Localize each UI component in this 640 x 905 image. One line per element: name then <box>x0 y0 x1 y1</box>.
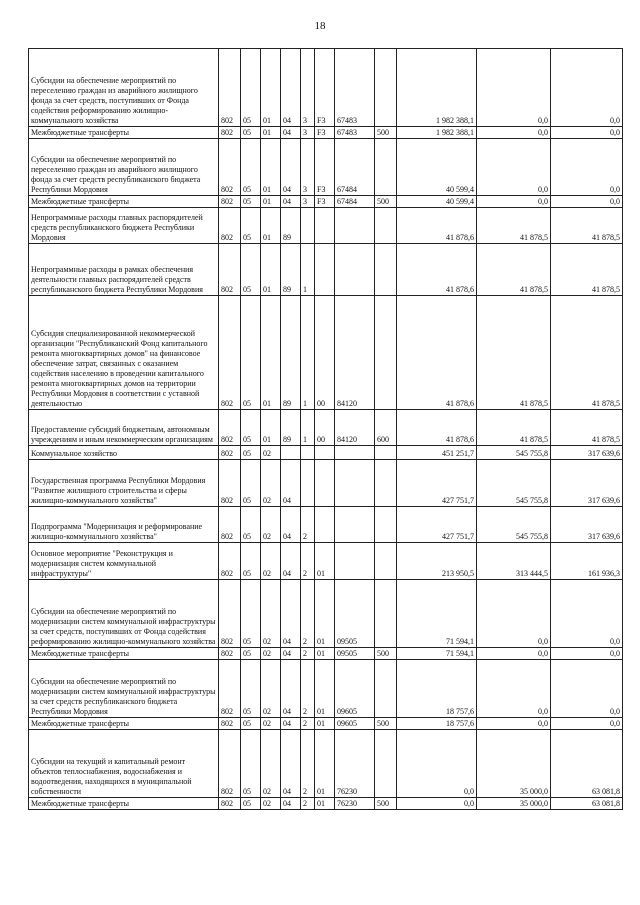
row-name-cell: Субсидии на текущий и капитальный ремонт объектов теплоснабжения, водоснабжения и водоотведения, находящихся в муниципальной собственности <box>29 730 219 798</box>
amount-year3-cell: 0,0 <box>551 660 623 718</box>
subsection-code-cell: 01 <box>261 196 281 208</box>
event-code-cell <box>315 446 335 460</box>
amount-year3-cell: 0,0 <box>551 139 623 196</box>
subsection-code-cell: 02 <box>261 543 281 580</box>
amount-year3-cell: 0,0 <box>551 127 623 139</box>
amount-year1-cell: 41 878,6 <box>397 208 477 244</box>
program-code-cell: 89 <box>281 244 301 296</box>
subsection-code-cell: 02 <box>261 446 281 460</box>
amount-year1-cell: 0,0 <box>397 730 477 798</box>
event-code-cell: F3 <box>315 139 335 196</box>
amount-year2-cell: 0,0 <box>477 127 551 139</box>
table-row <box>29 648 623 660</box>
subprogram-code-cell: 3 <box>301 127 315 139</box>
amount-year2-cell: 0,0 <box>477 718 551 730</box>
subprogram-code-cell: 3 <box>301 196 315 208</box>
event-code-cell: 01 <box>315 580 335 648</box>
section-code-cell: 05 <box>241 660 261 718</box>
amount-year3-cell: 63 081,8 <box>551 798 623 810</box>
subsection-code-cell: 02 <box>261 580 281 648</box>
amount-year2-cell: 41 878,5 <box>477 410 551 446</box>
program-code-cell: 04 <box>281 507 301 543</box>
section-code-cell: 05 <box>241 460 261 507</box>
expense-type-cell <box>375 543 397 580</box>
subprogram-code-cell: 2 <box>301 730 315 798</box>
amount-year3-cell: 161 936,3 <box>551 543 623 580</box>
row-name-cell: Межбюджетные трансферты <box>29 718 219 730</box>
event-code-cell: 01 <box>315 730 335 798</box>
row-name-cell: Предоставление субсидий бюджетным, автономным учреждениям и иным некоммерческим организациям <box>29 410 219 446</box>
ved-code-cell: 802 <box>219 208 241 244</box>
amount-year3-cell: 41 878,5 <box>551 410 623 446</box>
ved-code-cell: 802 <box>219 543 241 580</box>
subsection-code-cell: 01 <box>261 127 281 139</box>
subsection-code-cell: 01 <box>261 410 281 446</box>
amount-year1-cell: 451 251,7 <box>397 446 477 460</box>
page-number: 18 <box>314 20 326 32</box>
subprogram-code-cell: 2 <box>301 580 315 648</box>
amount-year1-cell: 71 594,1 <box>397 648 477 660</box>
expense-type-cell: 600 <box>375 410 397 446</box>
amount-year1-cell: 41 878,6 <box>397 296 477 410</box>
expense-type-cell: 500 <box>375 718 397 730</box>
direction-code-cell: 67484 <box>335 196 375 208</box>
subprogram-code-cell: 2 <box>301 648 315 660</box>
amount-year3-cell: 317 639,6 <box>551 507 623 543</box>
ved-code-cell: 802 <box>219 446 241 460</box>
row-name-cell: Межбюджетные трансферты <box>29 127 219 139</box>
amount-year2-cell: 545 755,8 <box>477 507 551 543</box>
expense-type-cell <box>375 139 397 196</box>
program-code-cell: 04 <box>281 580 301 648</box>
amount-year3-cell: 0,0 <box>551 718 623 730</box>
table-row <box>29 127 623 139</box>
subsection-code-cell: 02 <box>261 798 281 810</box>
table-row <box>29 196 623 208</box>
row-name-cell: Субсидии на обеспечение мероприятий по переселению граждан из аварийного жилищного фонда за счет средств, поступивших от Фонда содействия реформированию жилищно-коммунального хозяйства <box>29 49 219 127</box>
event-code-cell: 01 <box>315 718 335 730</box>
table-row <box>29 139 623 196</box>
program-code-cell <box>281 446 301 460</box>
direction-code-cell <box>335 543 375 580</box>
section-code-cell: 05 <box>241 127 261 139</box>
event-code-cell: 01 <box>315 660 335 718</box>
ved-code-cell: 802 <box>219 139 241 196</box>
program-code-cell: 04 <box>281 543 301 580</box>
subsection-code-cell: 02 <box>261 660 281 718</box>
amount-year3-cell: 317 639,6 <box>551 460 623 507</box>
subprogram-code-cell: 3 <box>301 49 315 127</box>
amount-year2-cell: 41 878,5 <box>477 208 551 244</box>
section-code-cell: 05 <box>241 718 261 730</box>
table-row <box>29 244 623 296</box>
ved-code-cell: 802 <box>219 730 241 798</box>
ved-code-cell: 802 <box>219 798 241 810</box>
subsection-code-cell: 01 <box>261 296 281 410</box>
expense-type-cell <box>375 296 397 410</box>
ved-code-cell: 802 <box>219 127 241 139</box>
amount-year2-cell: 35 000,0 <box>477 730 551 798</box>
expense-type-cell <box>375 660 397 718</box>
amount-year1-cell: 213 950,5 <box>397 543 477 580</box>
amount-year2-cell: 0,0 <box>477 580 551 648</box>
subprogram-code-cell: 1 <box>301 410 315 446</box>
amount-year2-cell: 0,0 <box>477 49 551 127</box>
amount-year3-cell: 41 878,5 <box>551 244 623 296</box>
expense-type-cell <box>375 730 397 798</box>
section-code-cell: 05 <box>241 244 261 296</box>
event-code-cell <box>315 244 335 296</box>
ved-code-cell: 802 <box>219 410 241 446</box>
subsection-code-cell: 02 <box>261 460 281 507</box>
expense-type-cell: 500 <box>375 798 397 810</box>
section-code-cell: 05 <box>241 507 261 543</box>
section-code-cell: 05 <box>241 296 261 410</box>
ved-code-cell: 802 <box>219 244 241 296</box>
amount-year3-cell: 41 878,5 <box>551 208 623 244</box>
subprogram-code-cell <box>301 460 315 507</box>
subsection-code-cell: 01 <box>261 208 281 244</box>
program-code-cell: 04 <box>281 660 301 718</box>
program-code-cell: 04 <box>281 49 301 127</box>
event-code-cell <box>315 208 335 244</box>
expense-type-cell <box>375 580 397 648</box>
program-code-cell: 04 <box>281 460 301 507</box>
subprogram-code-cell <box>301 208 315 244</box>
ved-code-cell: 802 <box>219 580 241 648</box>
subprogram-code-cell: 2 <box>301 660 315 718</box>
amount-year1-cell: 40 599,4 <box>397 139 477 196</box>
table-row <box>29 580 623 648</box>
subprogram-code-cell: 2 <box>301 543 315 580</box>
section-code-cell: 05 <box>241 208 261 244</box>
direction-code-cell: 09505 <box>335 648 375 660</box>
amount-year2-cell: 545 755,8 <box>477 446 551 460</box>
table-body <box>29 49 623 810</box>
amount-year2-cell: 35 000,0 <box>477 798 551 810</box>
direction-code-cell: 84120 <box>335 410 375 446</box>
table-row <box>29 660 623 718</box>
direction-code-cell <box>335 208 375 244</box>
table-row <box>29 446 623 460</box>
direction-code-cell: 84120 <box>335 296 375 410</box>
section-code-cell: 05 <box>241 446 261 460</box>
program-code-cell: 04 <box>281 648 301 660</box>
event-code-cell: 01 <box>315 798 335 810</box>
amount-year1-cell: 18 757,6 <box>397 660 477 718</box>
subprogram-code-cell: 2 <box>301 798 315 810</box>
direction-code-cell <box>335 244 375 296</box>
subprogram-code-cell <box>301 446 315 460</box>
section-code-cell: 05 <box>241 798 261 810</box>
amount-year1-cell: 71 594,1 <box>397 580 477 648</box>
amount-year3-cell: 0,0 <box>551 580 623 648</box>
event-code-cell: 01 <box>315 543 335 580</box>
section-code-cell: 05 <box>241 730 261 798</box>
table-row <box>29 460 623 507</box>
table-row <box>29 507 623 543</box>
direction-code-cell: 67483 <box>335 127 375 139</box>
row-name-cell: Подпрограмма "Модернизация и реформирование жилищно-коммунального хозяйства" <box>29 507 219 543</box>
amount-year2-cell: 0,0 <box>477 139 551 196</box>
expense-type-cell <box>375 244 397 296</box>
program-code-cell: 04 <box>281 127 301 139</box>
amount-year2-cell: 545 755,8 <box>477 460 551 507</box>
direction-code-cell <box>335 446 375 460</box>
row-name-cell: Субсидия специализированной некоммерческой организации "Республиканский Фонд капитального ремонта многоквартирных домов" на финансовое обеспечение затрат, связанных с оказанием содействия населению в проведении капитального ремонта многоквартирных домов на территории Республики Мордовия в соответствии с уставной деятельностью <box>29 296 219 410</box>
direction-code-cell: 09605 <box>335 660 375 718</box>
amount-year2-cell: 313 444,5 <box>477 543 551 580</box>
program-code-cell: 04 <box>281 196 301 208</box>
expense-type-cell: 500 <box>375 648 397 660</box>
subprogram-code-cell: 1 <box>301 296 315 410</box>
table-row <box>29 543 623 580</box>
subprogram-code-cell: 2 <box>301 507 315 543</box>
ved-code-cell: 802 <box>219 507 241 543</box>
amount-year1-cell: 1 982 388,1 <box>397 127 477 139</box>
subprogram-code-cell: 1 <box>301 244 315 296</box>
direction-code-cell: 67484 <box>335 139 375 196</box>
subsection-code-cell: 02 <box>261 648 281 660</box>
direction-code-cell: 67483 <box>335 49 375 127</box>
ved-code-cell: 802 <box>219 196 241 208</box>
program-code-cell: 89 <box>281 208 301 244</box>
section-code-cell: 05 <box>241 196 261 208</box>
section-code-cell: 05 <box>241 410 261 446</box>
expense-type-cell <box>375 507 397 543</box>
table-row <box>29 798 623 810</box>
section-code-cell: 05 <box>241 139 261 196</box>
ved-code-cell: 802 <box>219 460 241 507</box>
amount-year1-cell: 427 751,7 <box>397 507 477 543</box>
amount-year2-cell: 0,0 <box>477 660 551 718</box>
amount-year2-cell: 41 878,5 <box>477 296 551 410</box>
amount-year1-cell: 0,0 <box>397 798 477 810</box>
expense-type-cell: 500 <box>375 196 397 208</box>
event-code-cell: F3 <box>315 196 335 208</box>
amount-year1-cell: 1 982 388,1 <box>397 49 477 127</box>
row-name-cell: Непрограммные расходы главных распорядителей средств республиканского бюджета Республики Мордовия <box>29 208 219 244</box>
amount-year1-cell: 40 599,4 <box>397 196 477 208</box>
section-code-cell: 05 <box>241 543 261 580</box>
program-code-cell: 04 <box>281 730 301 798</box>
section-code-cell: 05 <box>241 580 261 648</box>
direction-code-cell: 76230 <box>335 730 375 798</box>
amount-year1-cell: 41 878,6 <box>397 410 477 446</box>
expense-type-cell <box>375 208 397 244</box>
amount-year3-cell: 317 639,6 <box>551 446 623 460</box>
row-name-cell: Субсидии на обеспечение мероприятий по переселению граждан из аварийного жилищного фонда за счет средств республиканского бюджета Республики Мордовия <box>29 139 219 196</box>
row-name-cell: Межбюджетные трансферты <box>29 798 219 810</box>
amount-year2-cell: 0,0 <box>477 196 551 208</box>
amount-year1-cell: 18 757,6 <box>397 718 477 730</box>
row-name-cell: Межбюджетные трансферты <box>29 648 219 660</box>
event-code-cell: F3 <box>315 49 335 127</box>
table-row <box>29 410 623 446</box>
table-row <box>29 730 623 798</box>
table-row <box>29 296 623 410</box>
subprogram-code-cell: 3 <box>301 139 315 196</box>
ved-code-cell: 802 <box>219 648 241 660</box>
amount-year3-cell: 63 081,8 <box>551 730 623 798</box>
ved-code-cell: 802 <box>219 660 241 718</box>
row-name-cell: Субсидии на обеспечение мероприятий по модернизации систем коммунальной инфраструктуры за счет средств, поступивших от Фонда содействия реформированию жилищно-коммунального хозяйства <box>29 580 219 648</box>
direction-code-cell <box>335 460 375 507</box>
direction-code-cell: 76230 <box>335 798 375 810</box>
row-name-cell: Субсидии на обеспечение мероприятий по модернизации систем коммунальной инфраструктуры за счет средств республиканского бюджета Республики Мордовия <box>29 660 219 718</box>
section-code-cell: 05 <box>241 648 261 660</box>
row-name-cell: Межбюджетные трансферты <box>29 196 219 208</box>
amount-year3-cell: 0,0 <box>551 196 623 208</box>
event-code-cell <box>315 460 335 507</box>
ved-code-cell: 802 <box>219 296 241 410</box>
ved-code-cell: 802 <box>219 718 241 730</box>
expense-type-cell: 500 <box>375 127 397 139</box>
section-code-cell: 05 <box>241 49 261 127</box>
amount-year3-cell: 0,0 <box>551 648 623 660</box>
row-name-cell: Государственная программа Республики Мордовия "Развитие жилищного строительства и сферы жилищно-коммунального хозяйства" <box>29 460 219 507</box>
table-row <box>29 718 623 730</box>
amount-year3-cell: 0,0 <box>551 49 623 127</box>
amount-year1-cell: 41 878,6 <box>397 244 477 296</box>
amount-year3-cell: 41 878,5 <box>551 296 623 410</box>
direction-code-cell <box>335 507 375 543</box>
subsection-code-cell: 01 <box>261 139 281 196</box>
program-code-cell: 04 <box>281 139 301 196</box>
event-code-cell <box>315 507 335 543</box>
subprogram-code-cell: 2 <box>301 718 315 730</box>
program-code-cell: 04 <box>281 798 301 810</box>
direction-code-cell: 09605 <box>335 718 375 730</box>
subsection-code-cell: 01 <box>261 244 281 296</box>
row-name-cell: Основное мероприятие "Реконструкция и модернизация систем коммунальной инфраструктуры" <box>29 543 219 580</box>
event-code-cell: 00 <box>315 410 335 446</box>
table-row <box>29 208 623 244</box>
subsection-code-cell: 02 <box>261 718 281 730</box>
row-name-cell: Коммунальное хозяйство <box>29 446 219 460</box>
table-row <box>29 49 623 127</box>
amount-year1-cell: 427 751,7 <box>397 460 477 507</box>
budget-table <box>28 48 623 810</box>
direction-code-cell: 09505 <box>335 580 375 648</box>
expense-type-cell <box>375 49 397 127</box>
event-code-cell: 00 <box>315 296 335 410</box>
subsection-code-cell: 01 <box>261 49 281 127</box>
row-name-cell: Непрограммные расходы в рамках обеспечения деятельности главных распорядителей средств республиканского бюджета Республики Мордовия <box>29 244 219 296</box>
amount-year2-cell: 41 878,5 <box>477 244 551 296</box>
expense-type-cell <box>375 460 397 507</box>
subsection-code-cell: 02 <box>261 507 281 543</box>
program-code-cell: 89 <box>281 410 301 446</box>
amount-year2-cell: 0,0 <box>477 648 551 660</box>
expense-type-cell <box>375 446 397 460</box>
program-code-cell: 04 <box>281 718 301 730</box>
event-code-cell: F3 <box>315 127 335 139</box>
event-code-cell: 01 <box>315 648 335 660</box>
subsection-code-cell: 02 <box>261 730 281 798</box>
program-code-cell: 89 <box>281 296 301 410</box>
ved-code-cell: 802 <box>219 49 241 127</box>
